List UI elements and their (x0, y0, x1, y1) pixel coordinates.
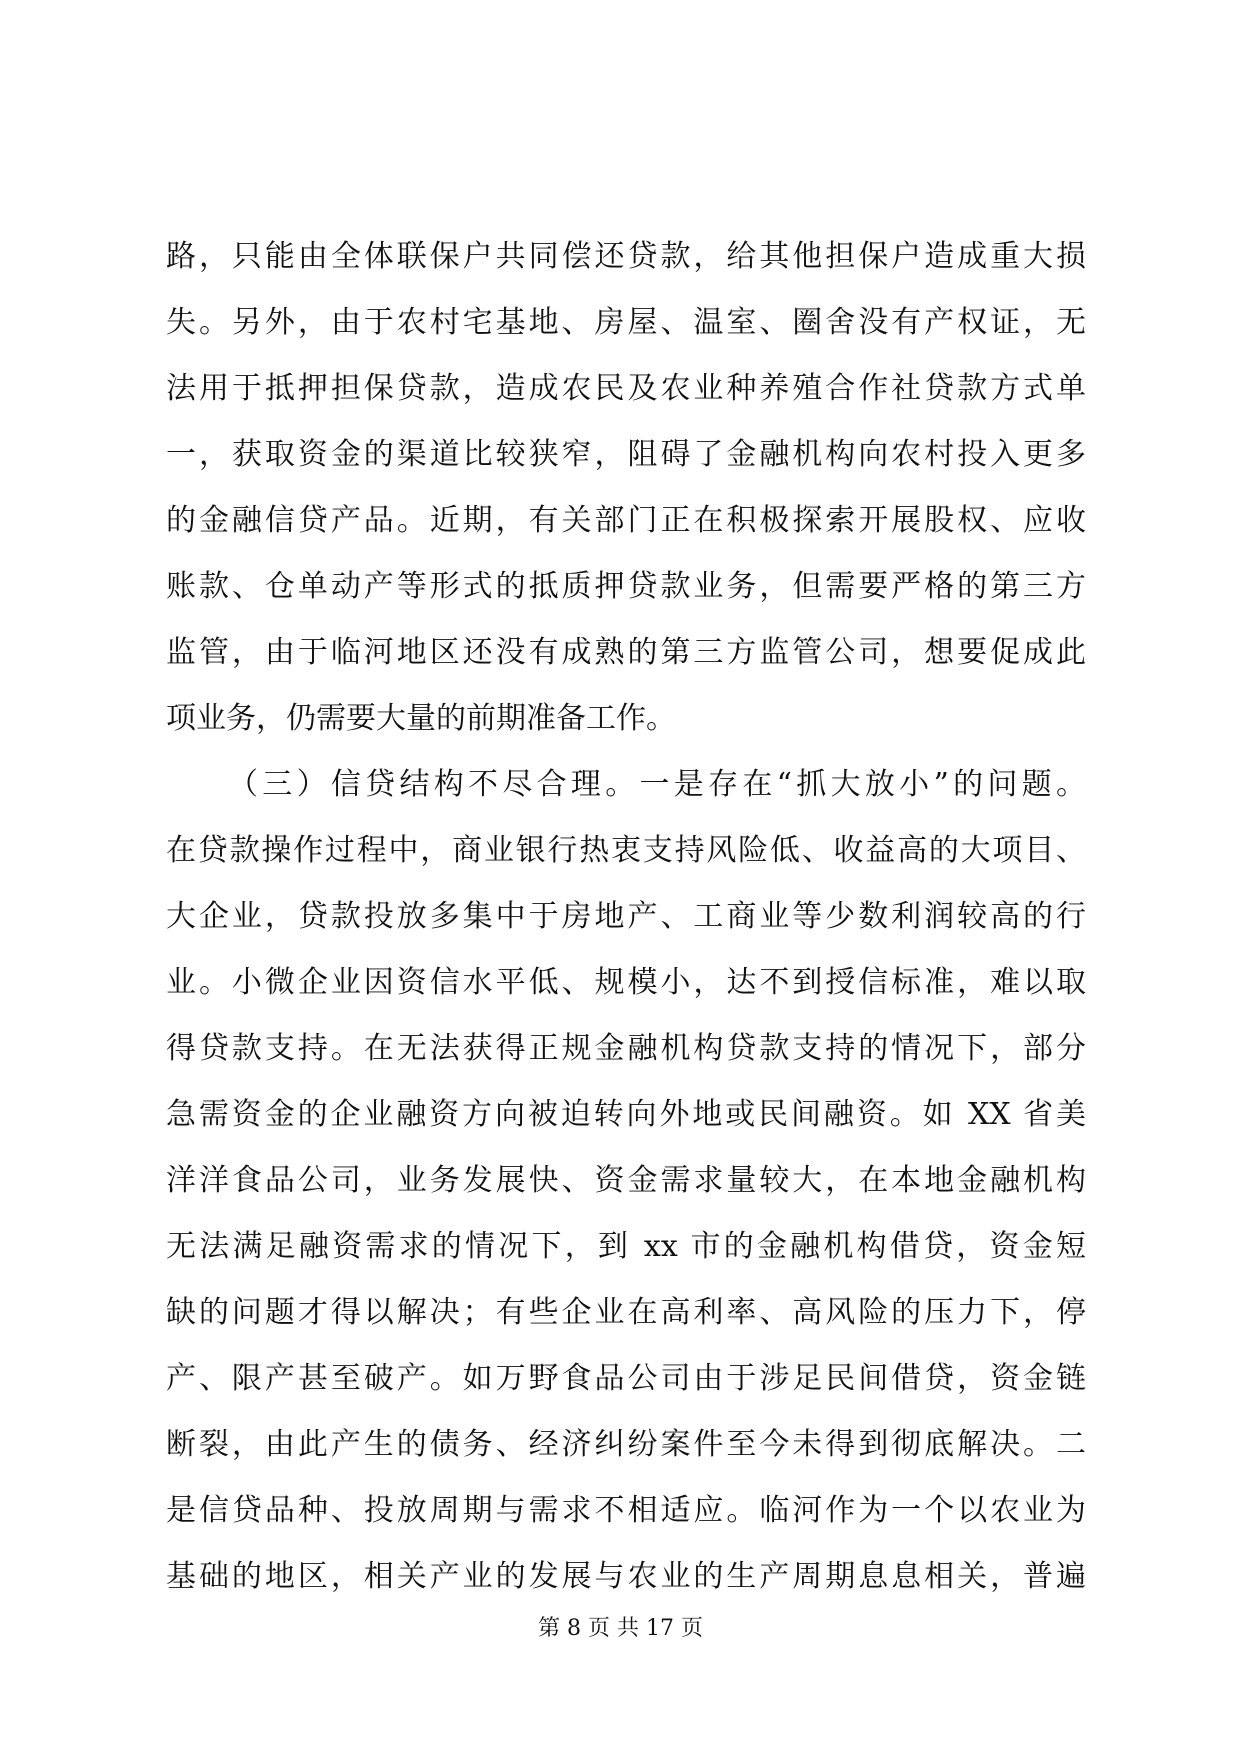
text-line: 缺的问题才得以解决；有些企业在高利率、高风险的压力下，停 (166, 1295, 1086, 1330)
text-line: 在贷款操作过程中，商业银行热衷支持风险低、收益高的大项目、 (166, 833, 1086, 868)
page-number: 第 8 页 共 17 页 (538, 1616, 703, 1641)
text-line: 失。另外，由于农村宅基地、房屋、温室、圈舍没有产权证，无 (166, 305, 1086, 340)
text-line: 是信贷品种、投放周期与需求不相适应。临河作为一个以农业为 (166, 1493, 1086, 1528)
text-line: 急需资金的企业融资方向被迫转向外地或民间融资。如 XX 省美 (166, 1097, 1086, 1132)
text-line: 得贷款支持。在无法获得正规金融机构贷款支持的情况下，部分 (166, 1031, 1086, 1066)
text-line: 法用于抵押担保贷款，造成农民及农业种养殖合作社贷款方式单 (166, 371, 1086, 406)
text-line: 路，只能由全体联保户共同偿还贷款，给其他担保户造成重大损 (166, 239, 1086, 274)
paragraph-2 (166, 752, 1086, 1610)
text-line: 业。小微企业因资信水平低、规模小，达不到授信标准，难以取 (166, 965, 1086, 1000)
paragraph-1 (166, 224, 1086, 752)
text-line: 一，获取资金的渠道比较狭窄，阻碍了金融机构向农村投入更多 (166, 437, 1086, 472)
text-line: 的金融信贷产品。近期，有关部门正在积极探索开展股权、应收 (166, 503, 1086, 538)
text-line: （三）信贷结构不尽合理。一是存在“抓大放小”的问题。 (228, 767, 1086, 802)
text-line: 监管，由于临河地区还没有成熟的第三方监管公司，想要促成此 (166, 635, 1086, 670)
text-line: 项业务，仍需要大量的前期准备工作。 (166, 701, 676, 736)
text-line: 无法满足融资需求的情况下，到 xx 市的金融机构借贷，资金短 (166, 1229, 1086, 1264)
text-line: 产、限产甚至破产。如万野食品公司由于涉足民间借贷，资金链 (166, 1361, 1086, 1396)
page-footer (0, 1615, 1241, 1643)
text-line: 洋洋食品公司，业务发展快、资金需求量较大，在本地金融机构 (166, 1163, 1086, 1198)
text-line: 账款、仓单动产等形式的抵质押贷款业务，但需要严格的第三方 (166, 569, 1086, 604)
text-line: 大企业，贷款投放多集中于房地产、工商业等少数利润较高的行 (166, 899, 1086, 934)
text-line: 基础的地区，相关产业的发展与农业的生产周期息息相关，普遍 (166, 1559, 1086, 1594)
body-text (166, 224, 1086, 1610)
text-line: 断裂，由此产生的债务、经济纠纷案件至今未得到彻底解决。二 (166, 1427, 1086, 1462)
